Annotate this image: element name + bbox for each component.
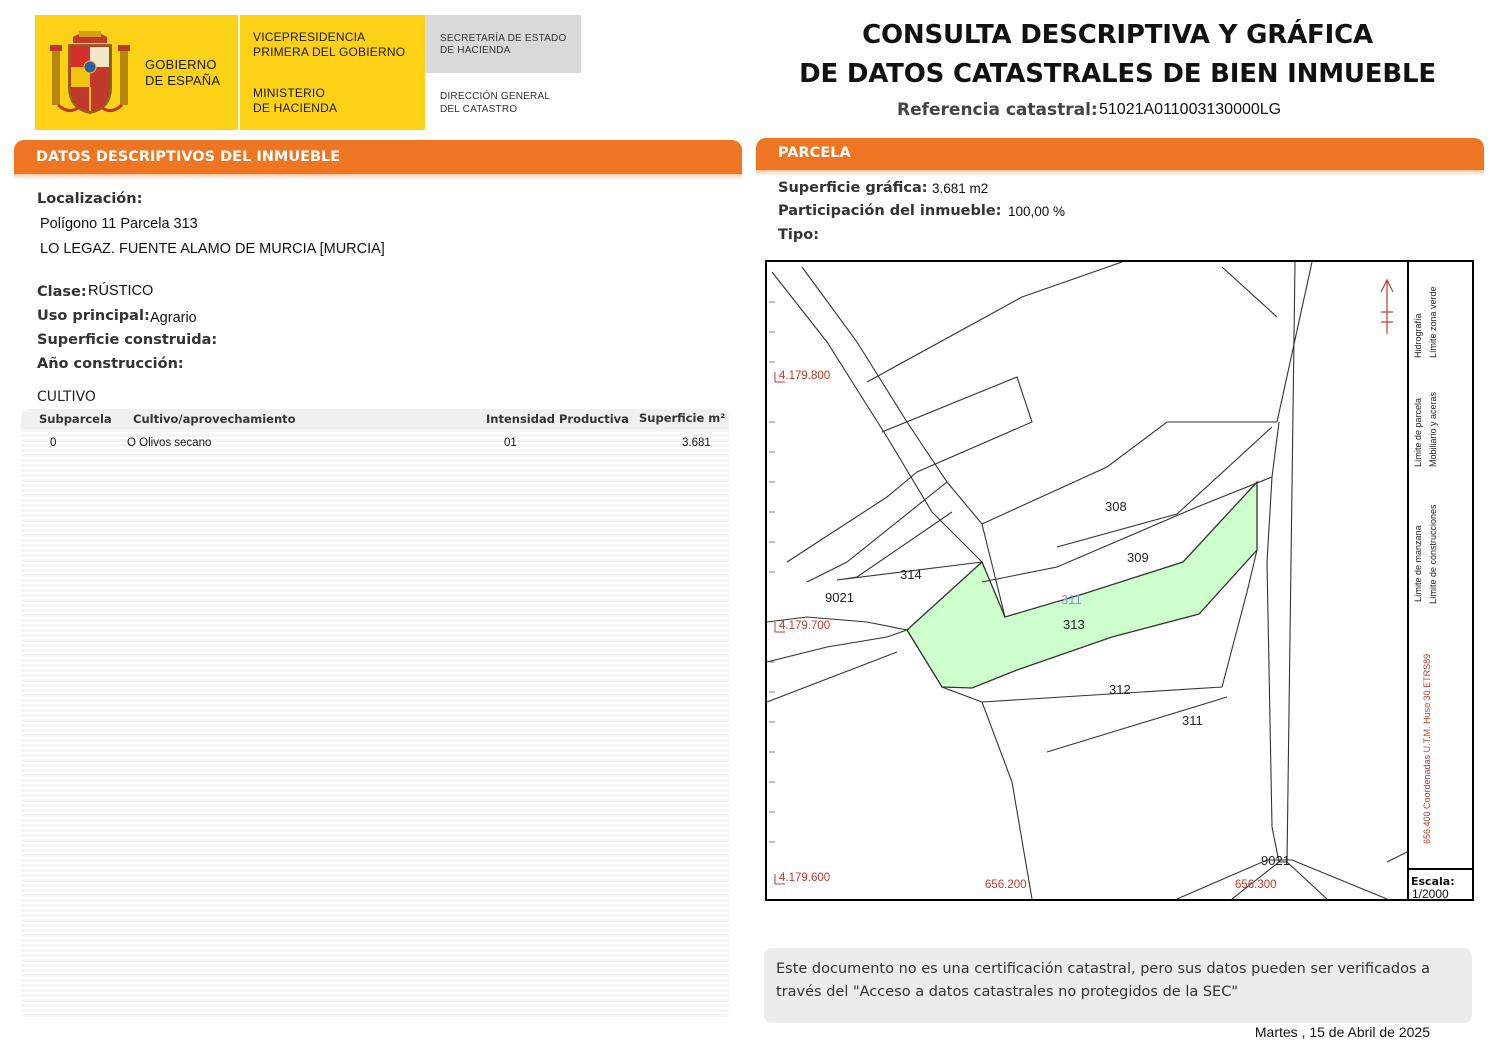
plot-label-9021-left: 9021: [825, 590, 854, 605]
title-line2: DE DATOS CATASTRALES DE BIEN INMUEBLE: [799, 59, 1436, 89]
ministerio-line1: MINISTERIO: [253, 86, 326, 100]
coord-y3: 4.179.600: [779, 872, 831, 884]
secretaria-text: [440, 33, 566, 57]
plot-label-311-faded: 311: [1061, 592, 1082, 607]
north-arrow-icon: [1381, 280, 1393, 334]
vicepresidencia-text: [253, 30, 405, 60]
map-drawing: [767, 262, 1407, 899]
cell-subparcela: 0: [50, 437, 57, 449]
direccion-line1: DIRECCIÓN GENERAL: [440, 91, 551, 102]
disclaimer-note: Este documento no es una certificación catastral, pero sus datos pueden ser verificados a través del "Acceso a datos catastrales no protegidos de la SEC": [764, 948, 1472, 1023]
ref-label: Referencia catastral:: [897, 100, 1098, 120]
localizacion-line2: LO LEGAZ. FUENTE ALAMO DE MURCIA [MURCIA]: [40, 241, 385, 257]
ministerio-text: [253, 86, 337, 116]
gobierno-line2: DE ESPAÑA: [145, 73, 221, 88]
plot-label-308: 308: [1105, 499, 1127, 514]
scale-box: [1409, 868, 1472, 899]
participacion-label: Participación del inmueble:: [778, 203, 1002, 219]
coat-of-arms-icon: [49, 27, 131, 119]
plot-label-313: 313: [1063, 617, 1085, 632]
tipo-label: Tipo:: [778, 227, 820, 243]
referencia-catastral: [897, 100, 1282, 120]
ref-value: 51021A011003130000LG: [1099, 101, 1282, 118]
superficie-construida-label: Superficie construida:: [37, 332, 218, 348]
cultivo-table: [21, 409, 729, 1019]
title-line1: CONSULTA DESCRIPTIVA Y GRÁFICA: [862, 20, 1373, 50]
coord-y2: 4.179.700: [779, 620, 831, 632]
legend-divider: [1407, 262, 1409, 899]
legend-mobiliario: Mobiliario y aceras: [1428, 391, 1438, 467]
vice-line1: VICEPRESIDENCIA: [253, 30, 366, 44]
legend-parcela: Límite de parcela: [1413, 397, 1423, 467]
scale-value: 1/2000: [1412, 887, 1449, 901]
legend-construcciones: Límite de construcciones: [1428, 504, 1438, 604]
legend-coordenadas: 656.400 Coordenadas U.T.M. Huso 30 ETRS89: [1422, 653, 1432, 844]
col-intensidad: Intensidad Productiva: [486, 412, 629, 426]
section-header-parcela: PARCELA: [756, 138, 1484, 170]
cell-cultivo: O Olivos secano: [127, 437, 212, 449]
legend-manzana: Límite de manzana: [1413, 525, 1423, 602]
plot-label-311: 311: [1182, 713, 1203, 728]
section-header-descriptivos: DATOS DESCRIPTIVOS DEL INMUEBLE: [14, 140, 742, 174]
coord-y1: 4.179.800: [779, 370, 831, 382]
direccion-text: [440, 90, 550, 116]
cell-intensidad: 01: [504, 437, 517, 449]
plot-label-309: 309: [1127, 550, 1149, 565]
localizacion-label: Localización:: [37, 191, 143, 207]
superficie-grafica-label: Superficie gráfica:: [778, 180, 928, 196]
uso-label: Uso principal:: [37, 308, 150, 324]
logo-divider: [238, 15, 240, 130]
scale-label: Escala:: [1411, 875, 1455, 888]
plot-label-314: 314: [900, 567, 922, 582]
superficie-grafica-value: 3.681 m2: [932, 181, 989, 196]
plot-label-9021-bottom: 9021: [1261, 853, 1290, 868]
col-cultivo: Cultivo/aprovechamiento: [133, 412, 296, 426]
direccion-line2: DEL CATASTRO: [440, 104, 518, 115]
plot-label-312: 312: [1109, 682, 1131, 697]
anio-construccion-label: Año construcción:: [37, 356, 184, 372]
localizacion-line1: Polígono 11 Parcela 313: [40, 216, 198, 232]
participacion-value: 100,00 %: [1008, 204, 1066, 219]
legend-zona-verde: Límite zona verde: [1428, 286, 1438, 358]
vice-line2: PRIMERA DEL GOBIERNO: [253, 45, 406, 59]
coord-x2: 656.300: [1235, 879, 1277, 891]
parcel-313-highlight: [907, 482, 1257, 688]
legend-hidrografia: Hidrografía: [1413, 313, 1423, 358]
cell-superficie: 3.681: [682, 437, 711, 449]
clase-value: RÚSTICO: [88, 283, 154, 299]
cadastral-map: [765, 260, 1474, 901]
document-title: [780, 16, 1455, 94]
clase-label: Clase:: [37, 284, 87, 300]
secretaria-line1: SECRETARÍA DE ESTADO: [440, 33, 567, 44]
col-superficie: Superficie m²: [639, 411, 726, 425]
government-logo: [35, 15, 581, 130]
secretaria-line2: DE HACIENDA: [440, 45, 511, 56]
coord-x1: 656.200: [985, 879, 1027, 891]
ministerio-line2: DE HACIENDA: [253, 101, 338, 115]
gobierno-text: [145, 57, 220, 89]
col-subparcela: Subparcela: [39, 412, 112, 426]
document-date: Martes , 15 de Abril de 2025: [1254, 1024, 1430, 1040]
cultivo-title: CULTIVO: [37, 389, 96, 405]
uso-value: Agrario: [150, 310, 197, 326]
gobierno-line1: GOBIERNO: [145, 57, 217, 72]
